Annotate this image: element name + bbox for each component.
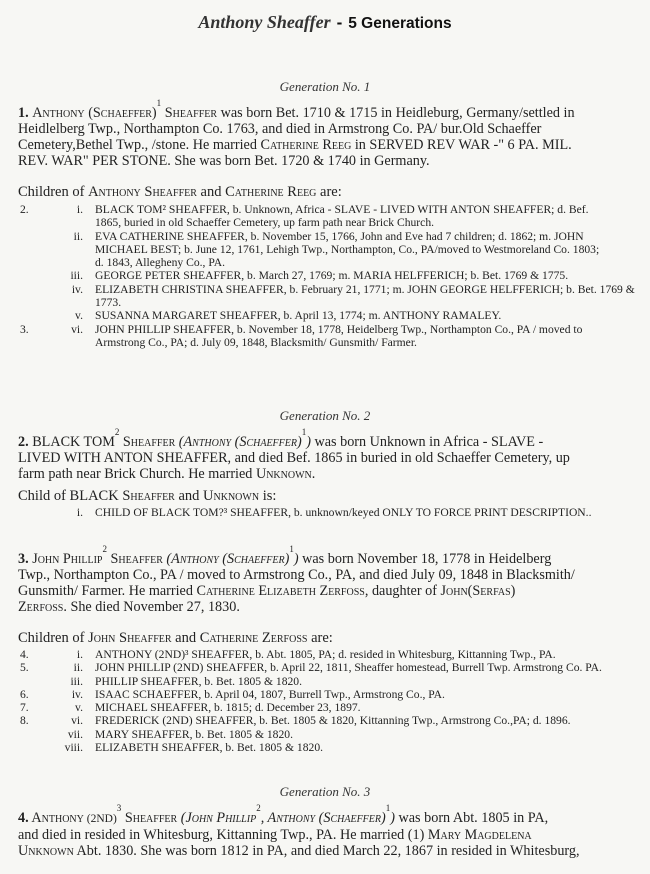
child-text bbox=[95, 323, 650, 350]
surname: Sheaffer bbox=[161, 105, 218, 121]
entry-text: Twp., Northampton Co., PA / moved to Armstrong Co., PA, and died July 09, 1848 in Blacksmith/ bbox=[18, 567, 575, 583]
child-ref-number: 2. bbox=[20, 203, 29, 216]
child-text bbox=[95, 728, 650, 741]
children-heading bbox=[18, 184, 342, 201]
text: and bbox=[196, 184, 226, 200]
child-text bbox=[95, 741, 650, 754]
generation-heading-1: Generation No. 1 bbox=[279, 79, 371, 94]
child-text-line: 1865, buried in old Schaeffer Cemetery, up farm path near Brick Church. bbox=[95, 216, 435, 230]
child-text-line: CHILD OF BLACK TOM?³ SHEAFFER, b. unknown/keyed ONLY TO FORCE PRINT DESCRIPTION.. bbox=[95, 506, 592, 519]
spouse-name: Catherine Reeg bbox=[260, 137, 352, 153]
parent-name: John(Serfas) bbox=[440, 583, 516, 599]
child-roman-numeral: ii. bbox=[73, 229, 83, 243]
child-roman-numeral: vi. bbox=[71, 322, 83, 336]
child-text-line: MICHAEL SHEAFFER, b. 1815; d. December 23, 1897. bbox=[95, 701, 361, 715]
child-item bbox=[0, 309, 650, 322]
surname: Sheaffer bbox=[106, 551, 163, 567]
entry-text: was born November 18, 1778 in Heidelberg bbox=[298, 551, 552, 567]
child-ref-number: 7. bbox=[20, 701, 29, 715]
child-text-line: MARY SHEAFFER, b. Bet. 1805 & 1820. bbox=[95, 727, 293, 741]
generation-heading-3: Generation No. 3 bbox=[279, 784, 371, 799]
children-list-1 bbox=[0, 203, 650, 349]
text: ) bbox=[306, 434, 311, 450]
child-roman-numeral: v. bbox=[75, 701, 83, 715]
text: Child of BLACK bbox=[18, 488, 123, 504]
child-text-line: GEORGE PETER SHEAFFER, b. March 27, 1769; m. MARIA HELFFERICH; b. Bet. 1769 & 1775. bbox=[95, 269, 569, 283]
child-roman-numeral: iv. bbox=[71, 282, 83, 296]
text: and bbox=[174, 488, 204, 504]
child-item bbox=[0, 283, 650, 310]
entry-text: and died in resided in Whitesburg, Kittanning Twp., PA. He married (1) bbox=[18, 827, 428, 843]
ancestry: (Anthony (Schaeffer) bbox=[175, 434, 302, 450]
person-name: BLACK TOM bbox=[28, 434, 115, 450]
child-item bbox=[0, 661, 650, 674]
surname: Unknown bbox=[18, 843, 74, 859]
entry-text: Cemetery,Bethel Twp., /stone. He married bbox=[18, 137, 261, 153]
child-item bbox=[0, 714, 650, 727]
ancestry: (Anthony (Schaeffer) bbox=[162, 551, 290, 567]
child-text-line: ANTHONY (2ND)³ SHEAFFER, b. Abt. 1805, PA; d. resided in Whitesburg, Kittanning Twp., PA. bbox=[95, 648, 556, 661]
child-text bbox=[95, 675, 650, 688]
spouse-name: Catherine Elizabeth Zerfoss bbox=[196, 583, 365, 599]
entry-text: . She died November 27, 1830. bbox=[63, 599, 240, 615]
generation-sup: 1 bbox=[385, 803, 391, 813]
parent-name: Unknown bbox=[203, 488, 260, 504]
child-text bbox=[95, 203, 650, 230]
children-heading bbox=[18, 630, 333, 647]
children-list-2 bbox=[0, 506, 650, 519]
ancestry: , Anthony (Schaeffer) bbox=[260, 810, 386, 826]
generation-sup: 1 bbox=[156, 98, 162, 108]
child-roman-numeral: ii. bbox=[73, 661, 83, 675]
person-suffix: (2ND) bbox=[83, 813, 117, 825]
child-text-line: ELIZABETH SHEAFFER, b. Bet. 1805 & 1820. bbox=[95, 741, 324, 755]
person-name: Anthony bbox=[28, 810, 84, 826]
title-name: Anthony Sheaffer bbox=[198, 12, 331, 32]
generation-sup: 2 bbox=[114, 427, 120, 437]
child-roman-numeral: iii. bbox=[70, 269, 83, 283]
child-text bbox=[95, 309, 650, 322]
child-text-line: BLACK TOM² SHEAFFER, b. Unknown, Africa - SLAVE - LIVED WITH ANTON SHEAFFER; d. Bef. bbox=[95, 203, 589, 216]
children-list-3 bbox=[0, 648, 650, 754]
child-item bbox=[0, 741, 650, 754]
child-text-line: FREDERICK (2ND) SHEAFFER, b. Bet. 1805 & 1820, Kittanning Twp., Armstrong Co.,PA; d. 1896. bbox=[95, 714, 571, 728]
entry-text: Heidlelberg Twp., Northampton Co. 1763, and died in Armstrong Co. PA/ bur.Old Schaeffer bbox=[18, 121, 542, 137]
entry-text: farm path near Brick Church. He married bbox=[18, 466, 256, 482]
generation-sup: 2 bbox=[256, 803, 261, 813]
entry-1 bbox=[18, 98, 638, 169]
child-text-line: d. 1843, Allegheny Co., PA. bbox=[95, 256, 226, 270]
text: , daughter of bbox=[364, 583, 441, 599]
child-roman-numeral: v. bbox=[75, 309, 83, 323]
surname: Sheaffer bbox=[119, 434, 176, 450]
text: ) bbox=[390, 810, 395, 826]
child-roman-numeral: iv. bbox=[71, 687, 83, 701]
child-text-line: ISAAC SCHAEFFER, b. April 04, 1807, Burrell Twp., Armstrong Co., PA. bbox=[95, 687, 445, 701]
child-roman-numeral: i. bbox=[76, 203, 83, 216]
child-text bbox=[95, 230, 650, 270]
child-text-line: Armstrong Co., PA; d. July 09, 1848, Blacksmith/ Gunsmith/ Farmer. bbox=[95, 335, 417, 349]
child-text-line: JOHN PHILLIP SHEAFFER, b. November 18, 1778, Heidelberg Twp., Northampton Co., PA / moved to bbox=[95, 322, 583, 336]
text: Children of bbox=[18, 630, 89, 646]
parent-name: Sheaffer bbox=[122, 488, 175, 504]
child-roman-numeral: iii. bbox=[70, 674, 83, 688]
child-ref-number: 3. bbox=[20, 322, 29, 336]
parent-name: Catherine Zerfoss bbox=[199, 630, 308, 646]
child-item bbox=[0, 506, 650, 519]
entry-text: LIVED WITH ANTON SHEAFFER, and died Bef. 1865 in buried in old Schaeffer Cemetery, up bbox=[18, 450, 570, 466]
child-text-line: PHILLIP SHEAFFER, b. Bet. 1805 & 1820. bbox=[95, 674, 302, 688]
child-roman-numeral: vi. bbox=[71, 714, 83, 728]
entry-text: was born Bet. 1710 & 1715 in Heidleburg, Germany/settled in bbox=[217, 105, 575, 121]
child-text bbox=[95, 269, 650, 282]
spouse-name: Unknown bbox=[255, 466, 312, 482]
entry-3 bbox=[18, 544, 638, 615]
child-roman-numeral: i. bbox=[76, 506, 83, 519]
generation-sup: 2 bbox=[102, 544, 107, 554]
text: and bbox=[171, 630, 200, 646]
generation-heading-2: Generation No. 2 bbox=[279, 408, 371, 423]
child-text-line: SUSANNA MARGARET SHEAFFER, b. April 13, 1774; m. ANTHONY RAMALEY. bbox=[95, 309, 502, 323]
text: are: bbox=[307, 630, 333, 646]
text: Children of bbox=[18, 184, 89, 200]
child-roman-numeral: viii. bbox=[64, 741, 83, 755]
child-ref-number: 4. bbox=[20, 648, 29, 661]
child-text bbox=[95, 283, 650, 310]
child-roman-numeral: vii. bbox=[67, 727, 83, 741]
entry-number: 4. bbox=[18, 810, 29, 826]
surname: Sheaffer bbox=[121, 810, 178, 826]
generation-sup: 1 bbox=[301, 427, 307, 437]
child-item bbox=[0, 203, 650, 230]
entry-number: 1. bbox=[18, 105, 29, 121]
parent-name: John Sheaffer bbox=[88, 630, 172, 646]
entry-2 bbox=[18, 427, 638, 482]
text: is: bbox=[259, 488, 277, 504]
ancestry: (John Phillip bbox=[177, 810, 257, 826]
child-text bbox=[95, 688, 650, 701]
child-item bbox=[0, 648, 650, 661]
child-text bbox=[95, 701, 650, 714]
generation-sup: 3 bbox=[116, 803, 122, 813]
children-heading bbox=[18, 488, 276, 505]
child-roman-numeral: i. bbox=[76, 648, 83, 661]
child-ref-number: 6. bbox=[20, 687, 29, 701]
generation-sup: 1 bbox=[289, 544, 294, 554]
spouse-name: Mary Magdelena bbox=[427, 827, 532, 843]
child-text-line: JOHN PHILLIP (2ND) SHEAFFER, b. April 22, 1811, Sheaffer homestead, Burrell Twp. Armstrong Co. PA. bbox=[95, 661, 602, 675]
entry-number: 3. bbox=[18, 551, 29, 567]
child-text bbox=[95, 648, 650, 661]
child-text-line: MICHAEL BEST; b. June 12, 1761, Lehigh Twp., Northampton, Co., PA/moved to Westmoreland Co. 1803; bbox=[95, 242, 600, 256]
entry-4 bbox=[18, 803, 638, 859]
parent-name: Anthony Sheaffer bbox=[88, 184, 197, 200]
title-subtitle: 5 Generations bbox=[348, 15, 452, 32]
child-text-line: 1773. bbox=[95, 296, 122, 310]
child-item bbox=[0, 323, 650, 350]
entry-number: 2. bbox=[18, 434, 29, 450]
surname: Zerfoss bbox=[18, 599, 64, 615]
text: . bbox=[311, 466, 316, 482]
child-ref-number: 5. bbox=[20, 661, 29, 675]
child-item bbox=[0, 230, 650, 270]
child-item bbox=[0, 701, 650, 714]
child-text bbox=[95, 506, 650, 519]
child-ref-number: 8. bbox=[20, 714, 29, 728]
child-item bbox=[0, 728, 650, 741]
child-text-line: EVA CATHERINE SHEAFFER, b. November 15, 1766, John and Eve had 7 children; d. 1862; m. JOHN bbox=[95, 229, 584, 243]
entry-text: was born Abt. 1805 in PA, bbox=[394, 810, 549, 826]
person-name: Anthony (Schaeffer) bbox=[32, 105, 157, 121]
person-name: John Phillip bbox=[28, 551, 103, 567]
entry-text: Abt. 1830. She was born 1812 in PA, and died March 22, 1867 in resided in Whitesburg, bbox=[73, 843, 580, 859]
entry-text: REV. WAR" PER STONE. She was born Bet. 1720 & 1740 in Germany. bbox=[18, 153, 430, 169]
child-item bbox=[0, 675, 650, 688]
child-text bbox=[95, 661, 650, 674]
child-text-line: ELIZABETH CHRISTINA SHEAFFER, b. February 21, 1771; m. JOHN GEORGE HELFFERICH; b. Bet. 1769 & bbox=[95, 282, 635, 296]
child-text bbox=[95, 714, 650, 727]
text: ) bbox=[293, 551, 299, 567]
document-title bbox=[0, 12, 650, 33]
title-separator: - bbox=[336, 13, 343, 32]
child-item bbox=[0, 269, 650, 282]
entry-text: in SERVED REV WAR -" 6 PA. MIL. bbox=[351, 137, 572, 153]
child-item bbox=[0, 688, 650, 701]
entry-text: was born Unknown in Africa - SLAVE - bbox=[310, 434, 544, 450]
text: are: bbox=[316, 184, 342, 200]
parent-name: Catherine Reeg bbox=[225, 184, 317, 200]
entry-text: Gunsmith/ Farmer. He married bbox=[18, 583, 197, 599]
